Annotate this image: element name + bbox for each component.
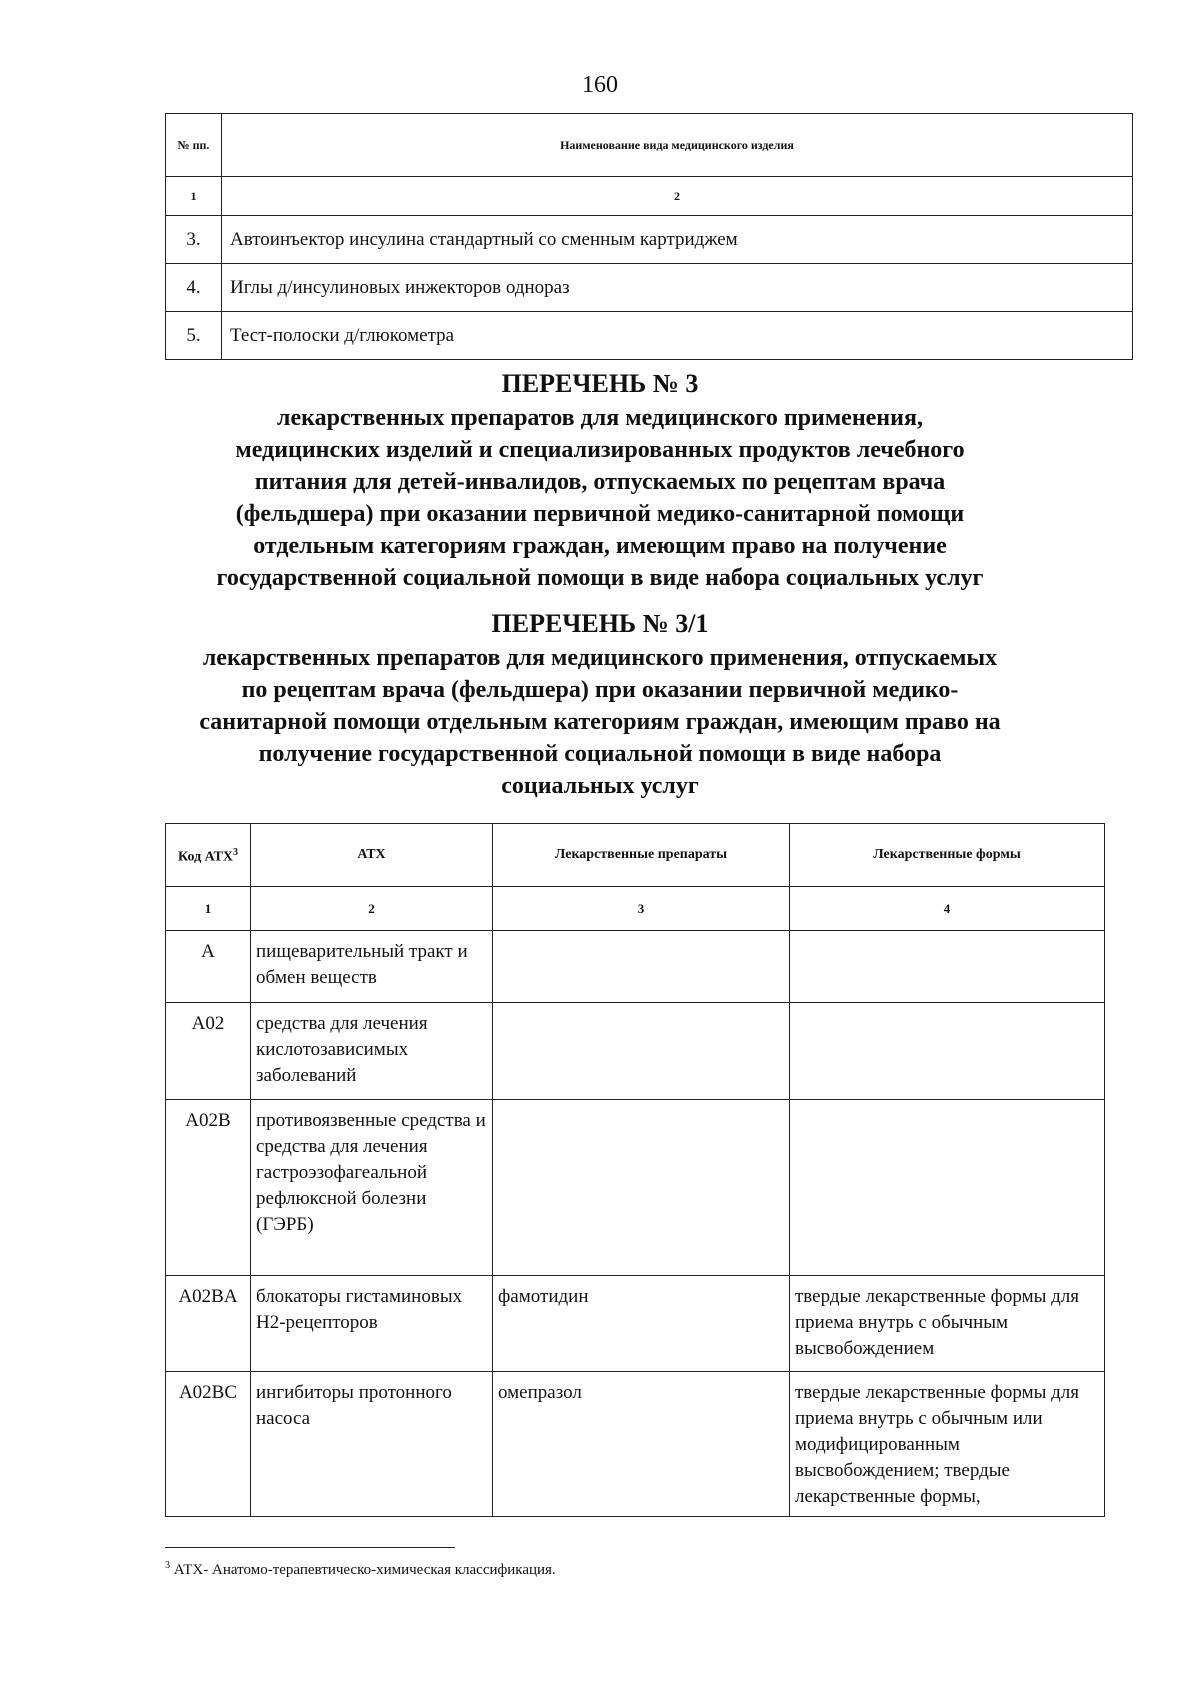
row-num: 3. xyxy=(166,216,222,264)
drug-name xyxy=(493,1100,790,1276)
list3-line: лекарственных препаратов для медицинского применения, xyxy=(277,405,923,431)
footnote-number: 3 xyxy=(165,1560,170,1571)
table-header-row xyxy=(166,114,1133,177)
atc-code: A02B xyxy=(166,1100,251,1276)
list31-title: ПЕРЕЧЕНЬ № 3/1 xyxy=(491,609,709,638)
list31-line: получение государственной социальной помощи в виде набора xyxy=(258,741,942,767)
atc-name: ингибиторы протонного насоса xyxy=(251,1372,493,1517)
column-number: 1 xyxy=(166,887,251,931)
footnote-marker: 3 xyxy=(232,846,238,858)
footnote-divider xyxy=(165,1547,455,1548)
footnote-text: АТХ- Анатомо-терапевтическо-химическая классификация. xyxy=(173,1562,556,1578)
atc-name: блокаторы гистаминовых Н2-рецепторов xyxy=(251,1276,493,1372)
header-num: № пп. xyxy=(166,114,222,177)
column-number: 4 xyxy=(790,887,1105,931)
atc-code: A02 xyxy=(166,1003,251,1100)
drug-form xyxy=(790,1003,1105,1100)
list31-line: санитарной помощи отдельным категориям граждан, имеющим право на xyxy=(199,709,1001,735)
header-name: Наименование вида медицинского изделия xyxy=(222,114,1133,177)
table-row xyxy=(166,312,1133,360)
table-header-row xyxy=(166,824,1105,887)
row-name: Автоинъектор инсулина стандартный со сменным картриджем xyxy=(222,216,1133,264)
atc-name: пищеварительный тракт и обмен веществ xyxy=(251,931,493,1003)
drug-form: твердые лекарственные формы для приема внутрь с обычным или модифицированным высвобождением; твердые лекарственные формы, xyxy=(790,1372,1105,1517)
drug-name xyxy=(493,931,790,1003)
header-drugs: Лекарственные препараты xyxy=(493,824,790,887)
header-atc-code-label: Код АТХ xyxy=(178,849,233,865)
atc-drugs-table xyxy=(165,823,1105,1517)
column-numbers-row xyxy=(166,887,1105,931)
table-row xyxy=(166,216,1133,264)
column-number: 2 xyxy=(251,887,493,931)
drug-form xyxy=(790,931,1105,1003)
header-atc: АТХ xyxy=(251,824,493,887)
table-row xyxy=(166,264,1133,312)
table-row xyxy=(166,1003,1105,1100)
table-row xyxy=(166,931,1105,1003)
list3-line: (фельдшера) при оказании первичной медико-санитарной помощи xyxy=(235,501,965,527)
row-num: 5. xyxy=(166,312,222,360)
atc-name: противоязвенные средства и средства для лечения гастроэзофагеальной рефлюксной болезни (ГЭРБ) xyxy=(251,1100,493,1276)
footnote xyxy=(165,1560,556,1579)
drug-name: фамотидин xyxy=(493,1276,790,1372)
list31-line: лекарственных препаратов для медицинского применения, отпускаемых xyxy=(202,645,998,671)
list3-line: медицинских изделий и специализированных продуктов лечебного xyxy=(235,437,965,463)
atc-name: средства для лечения кислотозависимых заболеваний xyxy=(251,1003,493,1100)
column-number: 1 xyxy=(166,177,222,216)
drug-form xyxy=(790,1100,1105,1276)
row-name: Иглы д/инсулиновых инжекторов однораз xyxy=(222,264,1133,312)
atc-code: A02BC xyxy=(166,1372,251,1517)
row-name: Тест-полоски д/глюкометра xyxy=(222,312,1133,360)
page-number: 160 xyxy=(582,72,618,98)
list3-line: отдельным категориям граждан, имеющим право на получение xyxy=(253,533,947,559)
header-atc-code xyxy=(166,824,251,887)
row-num: 4. xyxy=(166,264,222,312)
table-row xyxy=(166,1372,1105,1517)
atc-code: A02BA xyxy=(166,1276,251,1372)
column-number: 2 xyxy=(222,177,1133,216)
medical-devices-table xyxy=(165,113,1133,360)
table-row xyxy=(166,1100,1105,1276)
column-number: 3 xyxy=(493,887,790,931)
list31-line: социальных услуг xyxy=(501,773,699,799)
atc-code: A xyxy=(166,931,251,1003)
list3-line: государственной социальной помощи в виде набора социальных услуг xyxy=(216,565,984,591)
drug-form: твердые лекарственные формы для приема внутрь с обычным высвобождением xyxy=(790,1276,1105,1372)
table-row xyxy=(166,1276,1105,1372)
list31-line: по рецептам врача (фельдшера) при оказании первичной медико- xyxy=(241,677,959,703)
list3-line: питания для детей-инвалидов, отпускаемых по рецептам врача xyxy=(254,469,946,495)
column-numbers-row xyxy=(166,177,1133,216)
drug-name xyxy=(493,1003,790,1100)
header-forms: Лекарственные формы xyxy=(790,824,1105,887)
list3-title: ПЕРЕЧЕНЬ № 3 xyxy=(501,369,699,398)
drug-name: омепразол xyxy=(493,1372,790,1517)
